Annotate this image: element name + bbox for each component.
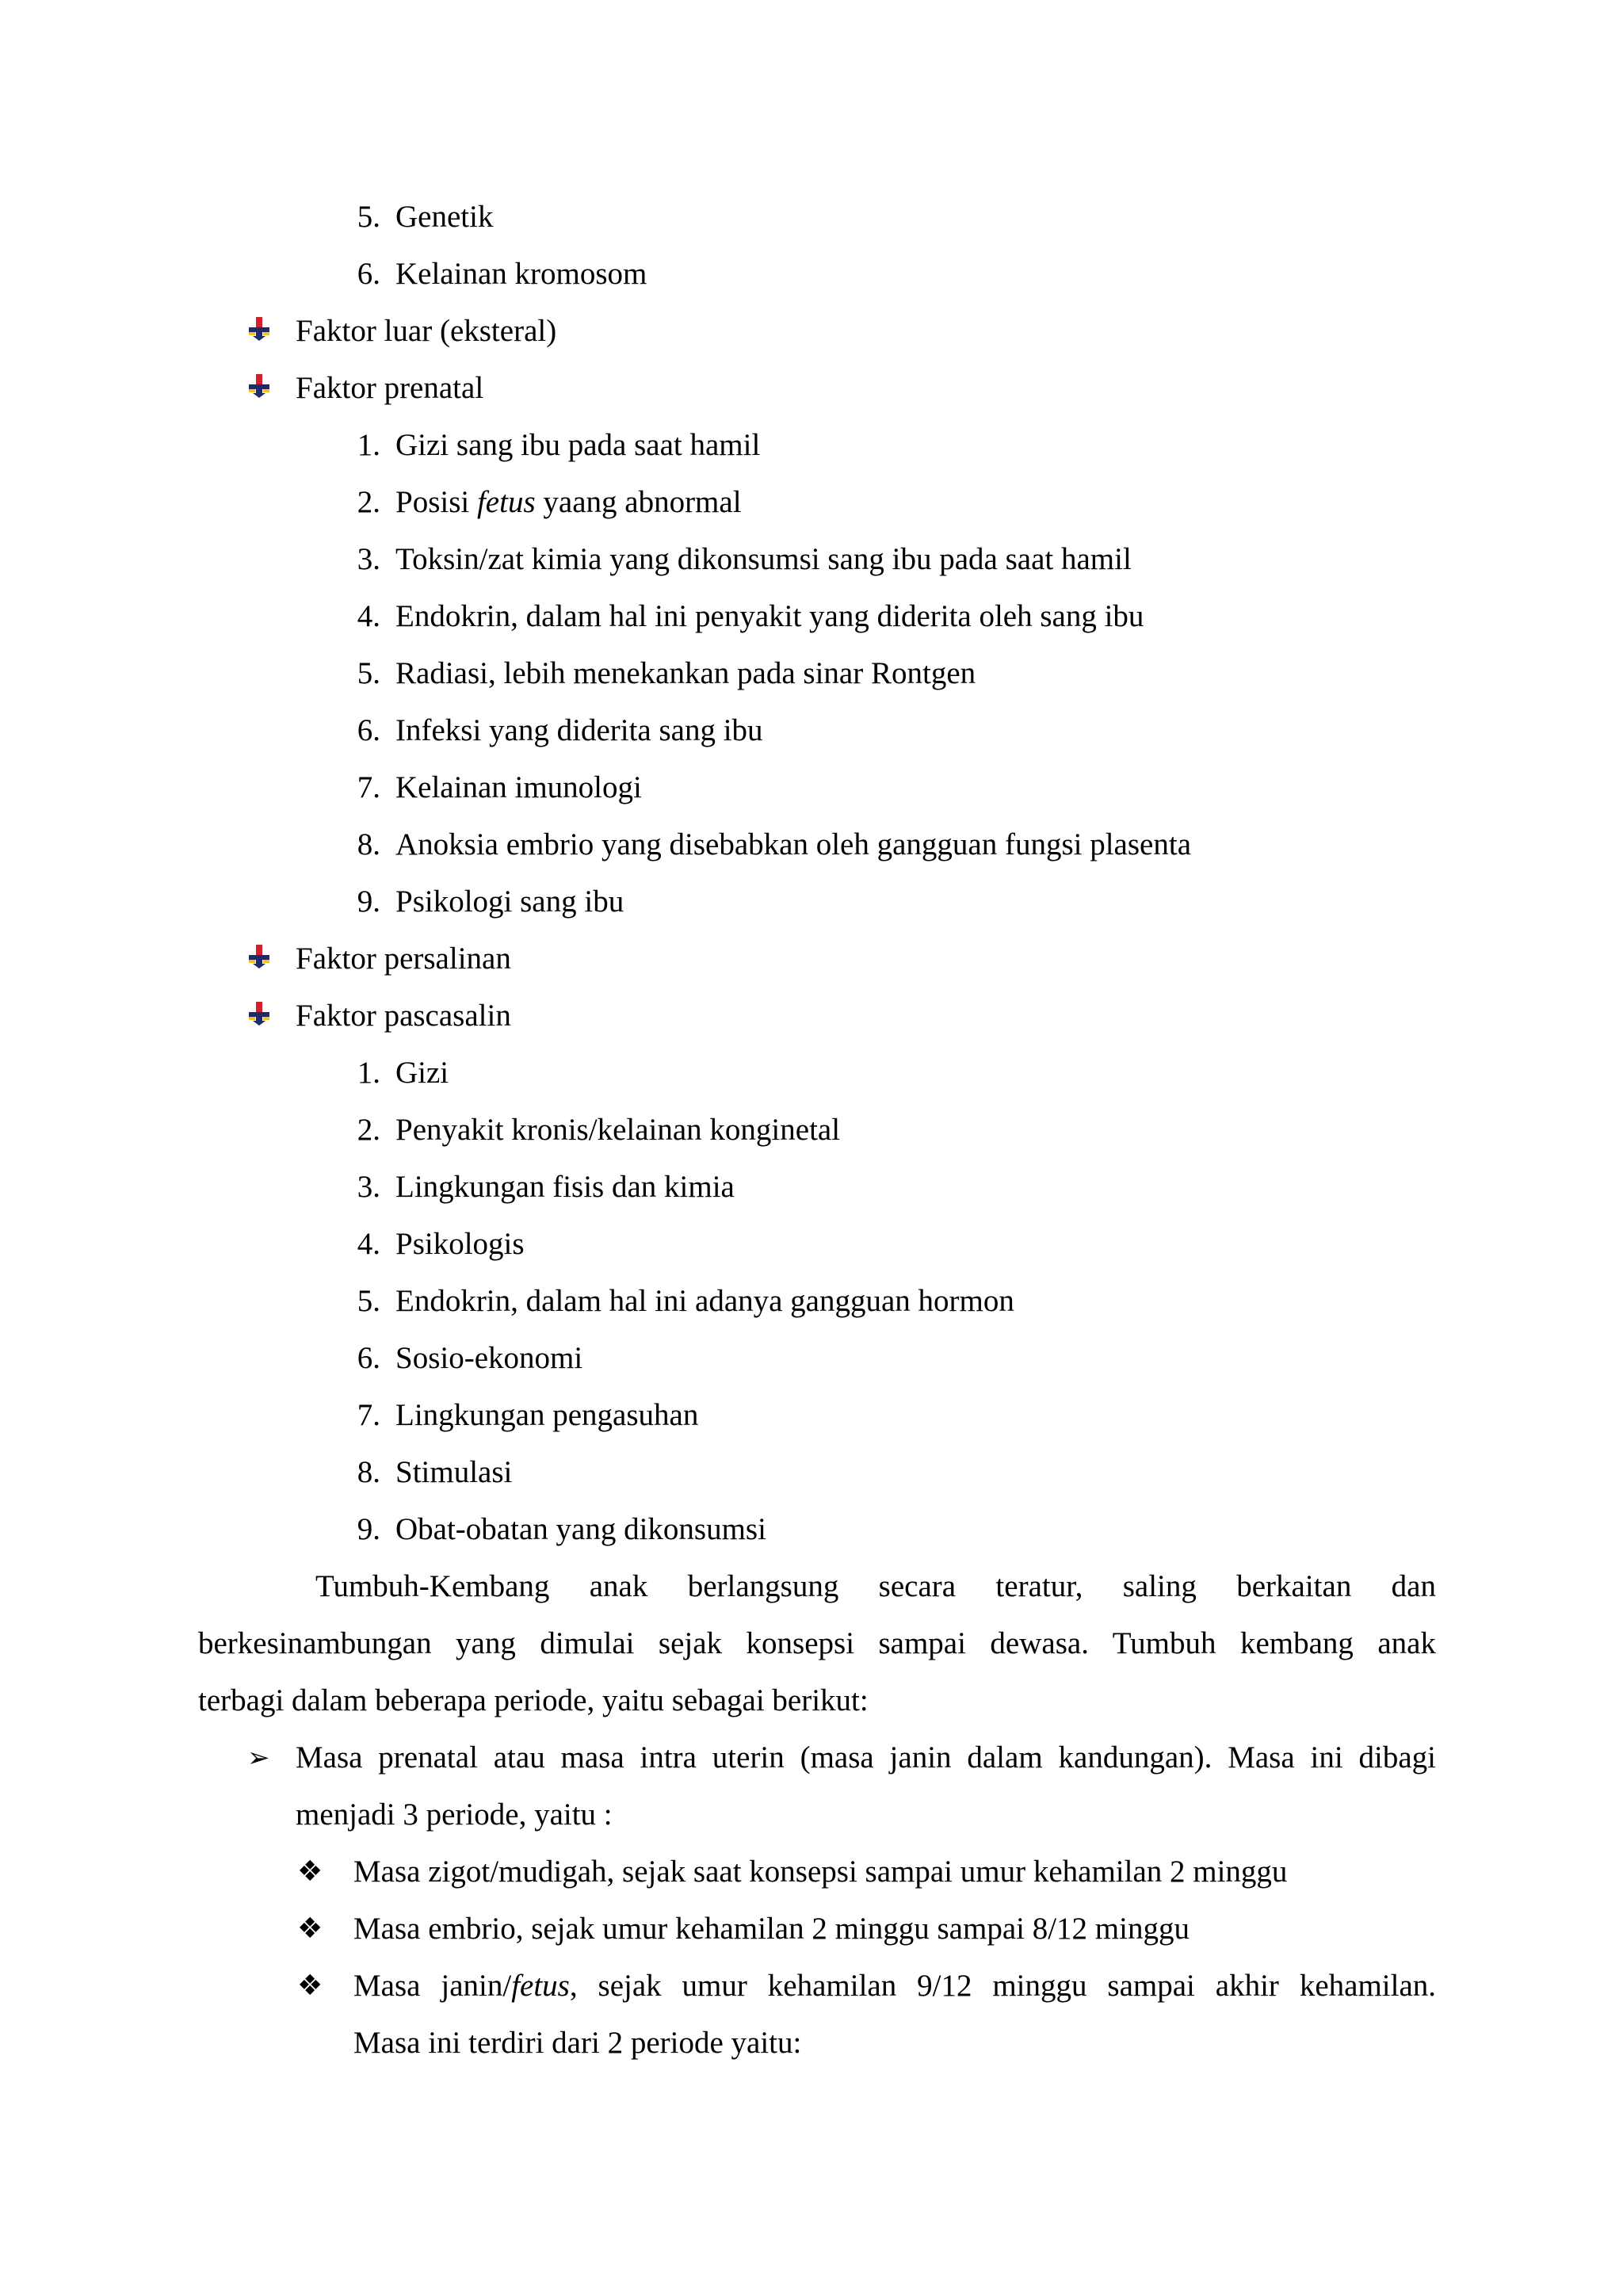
list-text: Infeksi yang diderita sang ibu (395, 713, 763, 747)
list-number: 6. (357, 713, 380, 747)
sub-period-item (353, 1967, 1436, 2005)
list-text: Sosio-ekonomi (395, 1341, 583, 1375)
list-number: 9. (357, 884, 380, 919)
list-text (395, 483, 742, 521)
list-text: Gizi (395, 1056, 449, 1090)
list-number: 8. (357, 827, 380, 861)
period-heading-line: menjadi 3 periode, yaitu : (296, 1797, 613, 1832)
diamond-icon: ❖ (297, 1855, 323, 1888)
diamond-icon: ❖ (297, 1912, 323, 1945)
diamond-icon: ❖ (297, 1969, 323, 2002)
list-number: 5. (357, 200, 380, 234)
paragraph-line: berkesinambungan yang dimulai sejak konsepsi sampai dewasa. Tumbuh kembang anak (198, 1626, 1436, 1660)
italic-term: fetus (511, 1969, 570, 2003)
list-text: Psikologis (395, 1227, 525, 1261)
list-text: Penyakit kronis/kelainan konginetal (395, 1113, 841, 1147)
paragraph-line: terbagi dalam beberapa periode, yaitu sebagai berikut: (198, 1683, 869, 1717)
paragraph-line: Tumbuh-Kembang anak berlangsung secara teratur, saling berkaitan dan (315, 1569, 1436, 1603)
sub-period-item-continued: Masa ini terdiri dari 2 periode yaitu: (353, 2026, 802, 2060)
list-text: Genetik (395, 200, 494, 234)
list-number: 6. (357, 257, 380, 291)
plus-arrow-icon (247, 1002, 271, 1026)
text-segment: Posisi (395, 485, 477, 519)
list-text: Radiasi, lebih menekankan pada sinar Rontgen (395, 656, 976, 690)
list-number: 5. (357, 656, 380, 690)
period-heading-line: Masa prenatal atau masa intra uterin (masa janin dalam kandungan). Masa ini dibagi (296, 1740, 1436, 1775)
list-number: 2. (357, 485, 380, 519)
list-number: 6. (357, 1341, 380, 1375)
list-text: Psikologi sang ibu (395, 884, 624, 919)
plus-arrow-icon (247, 945, 271, 968)
list-number: 3. (357, 542, 380, 576)
list-text: Toksin/zat kimia yang dikonsumsi sang ibu pada saat hamil (395, 542, 1132, 576)
plus-arrow-icon (247, 374, 271, 398)
list-number: 7. (357, 770, 380, 804)
list-text: Anoksia embrio yang disebabkan oleh gangguan fungsi plasenta (395, 827, 1192, 861)
list-number: 5. (357, 1284, 380, 1318)
list-number: 2. (357, 1113, 380, 1147)
text-segment: Masa janin/ (353, 1969, 512, 2003)
sub-period-item: Masa embrio, sejak umur kehamilan 2 minggu sampai 8/12 minggu (353, 1912, 1190, 1946)
factor-heading: Faktor prenatal (296, 371, 484, 405)
italic-term: fetus (476, 485, 536, 519)
list-number: 4. (357, 599, 380, 633)
list-text: Gizi sang ibu pada saat hamil (395, 428, 761, 462)
arrow-right-icon: ➢ (247, 1742, 270, 1774)
text-segment: , sejak umur kehamilan 9/12 minggu sampai akhir kehamilan. (569, 1969, 1437, 2003)
list-number: 7. (357, 1398, 380, 1432)
plus-arrow-icon (247, 317, 271, 341)
list-text: Lingkungan pengasuhan (395, 1398, 699, 1432)
list-number: 1. (357, 1056, 380, 1090)
list-text: Obat-obatan yang dikonsumsi (395, 1512, 766, 1546)
list-text: Kelainan imunologi (395, 770, 642, 804)
list-number: 3. (357, 1170, 380, 1204)
factor-heading: Faktor pascasalin (296, 999, 511, 1033)
list-text: Lingkungan fisis dan kimia (395, 1170, 735, 1204)
list-text: Endokrin, dalam hal ini penyakit yang diderita oleh sang ibu (395, 599, 1144, 633)
factor-heading: Faktor persalinan (296, 942, 511, 976)
list-text: Kelainan kromosom (395, 257, 647, 291)
sub-period-item: Masa zigot/mudigah, sejak saat konsepsi sampai umur kehamilan 2 minggu (353, 1855, 1288, 1889)
factor-heading: Faktor luar (eksteral) (296, 314, 557, 348)
list-number: 1. (357, 428, 380, 462)
list-number: 9. (357, 1512, 380, 1546)
list-number: 8. (357, 1455, 380, 1489)
list-text: Endokrin, dalam hal ini adanya gangguan hormon (395, 1284, 1014, 1318)
list-number: 4. (357, 1227, 380, 1261)
text-segment: yaang abnormal (535, 485, 742, 519)
list-text: Stimulasi (395, 1455, 513, 1489)
